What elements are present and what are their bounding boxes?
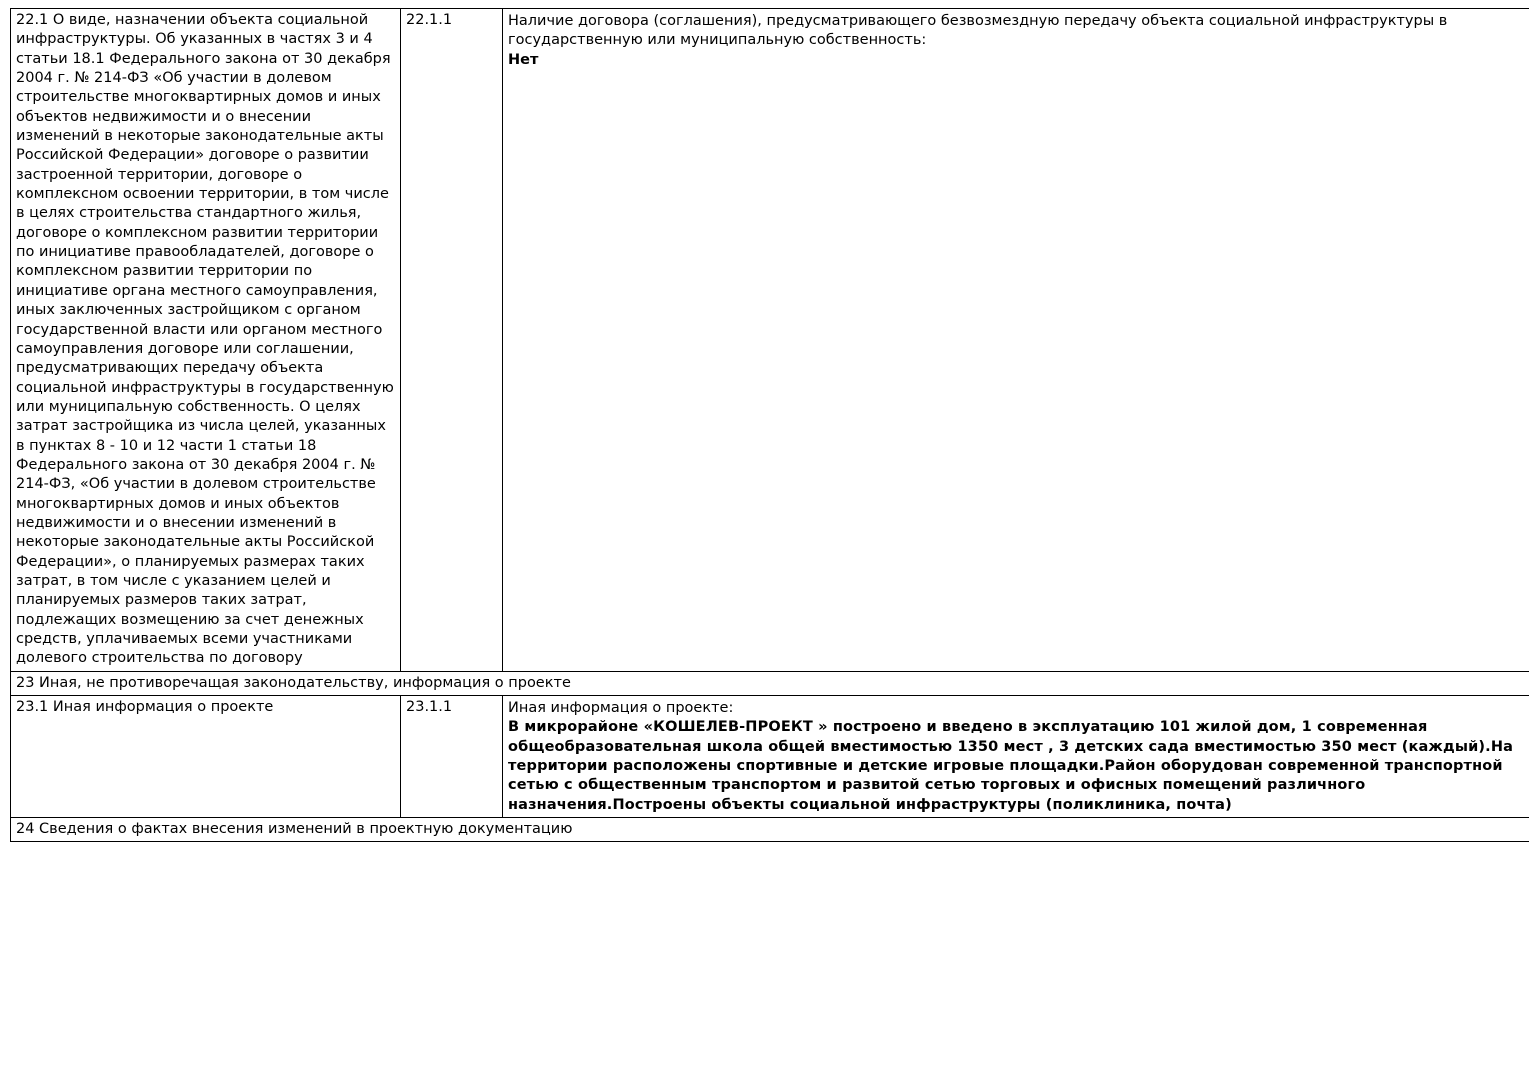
table-row [11, 9, 1529, 672]
section-heading-cell [11, 818, 1529, 842]
row-description-cell [11, 9, 401, 672]
section-heading-cell [11, 671, 1529, 695]
section-heading-text: 24 Сведения о фактах внесения изменений в проектную документацию [16, 821, 573, 838]
row-number-cell [401, 9, 503, 672]
row-number-text: 22.1.1 [406, 12, 453, 28]
value-answer: В микрорайоне «КОШЕЛЕВ-ПРОЕКТ » построено и введено в эксплуатацию 101 жилой дом, 1 современная общеобразовательная школа общей вместимостью 1350 мест , 3 детских сада вместимостью 350 мест (каждый).На территории расположены спортивные и детские игровые площадки.Район оборудован современной транспортной сетью с общественным транспортом и развитой сетью торговых и офисных помещений различного назначения.Построены объекты социальной инфраструктуры (поликлиника, почта) [508, 719, 1514, 813]
section-heading-text: 23 Иная, не противоречащая законодательству, информация о проекте [16, 674, 571, 691]
row-number-cell [401, 696, 503, 818]
value-answer: Нет [508, 51, 539, 68]
value-label: Наличие договора (соглашения), предусматривающего безвозмездную передачу объекта социальной инфраструктуры в государственную или муниципальную собственность: [508, 13, 1448, 49]
project-declaration-table [10, 8, 1529, 842]
row-description-text: 23.1 Иная информация о проекте [16, 699, 274, 716]
value-label: Иная информация о проекте: [508, 700, 734, 717]
section-heading-row [11, 671, 1529, 695]
row-number-text: 23.1.1 [406, 699, 453, 716]
section-heading-row [11, 818, 1529, 842]
table-row [11, 696, 1529, 818]
row-description-cell [11, 696, 401, 818]
row-value-cell [503, 9, 1529, 672]
row-value-cell [503, 696, 1529, 818]
row-description-text: 22.1 О виде, назначении объекта социальной инфраструктуры. Об указанных в частях 3 и 4 статьи 18.1 Федерального закона от 30 декабря 2004 г. № 214-ФЗ «Об участии в долевом строительстве многоквартирных домов и иных объектов недвижимости и о внесении изменений в некоторые законодательные акты Российской Федерации» договоре о развитии застроенной территории, договоре о комплексном освоении территории, в том числе в целях строительства стандартного жилья, договоре о комплексном развитии территории по инициативе правообладателей, договоре о комплексном развитии территории по инициативе органа местного самоуправления, иных заключенных застройщиком с органом государственной власти или органом местного самоуправления договоре или соглашении, предусматривающих передачу объекта социальной инфраструктуры в государственную или муниципальную собственность. О целях затрат застройщика из числа целей, указанных в пунктах 8 - 10 и 12 части 1 статьи 18 Федерального закона от 30 декабря 2004 г. № 214-ФЗ, «Об участии в долевом строительстве многоквартирных домов и иных объектов недвижимости и о внесении изменений в некоторые законодательные акты Российской Федерации», о планируемых размерах таких затрат, в том числе с указанием целей и планируемых размеров таких затрат, подлежащих возмещению за счет денежных средств, уплачиваемых всеми участниками долевого строительства по договору [16, 12, 399, 667]
